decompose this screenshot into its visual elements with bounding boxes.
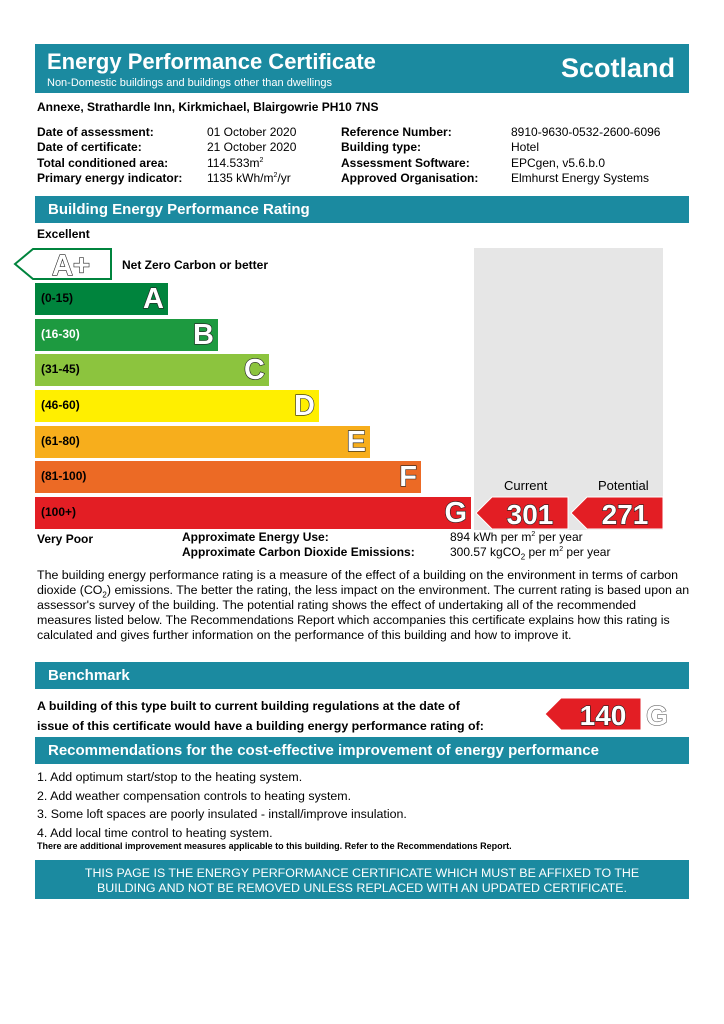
band-letter: B xyxy=(193,319,214,351)
benchmark-line-1: A building of this type built to current building regulations at the date of xyxy=(37,699,460,713)
details-labels-right xyxy=(341,125,478,186)
energy-use-label: Approximate Energy Use: xyxy=(182,530,329,544)
software-value: EPCgen, v5.6.b.0 xyxy=(511,155,606,170)
band-letter: C xyxy=(244,354,265,386)
date-of-assessment-value: 01 October 2020 xyxy=(207,125,297,139)
excellent-label: Excellent xyxy=(37,227,90,241)
list-item: 1. Add optimum start/stop to the heating system. xyxy=(37,770,303,784)
benchmark-rating-arrow xyxy=(543,697,643,731)
organisation-label: Approved Organisation: xyxy=(341,170,479,185)
band-range: (61-80) xyxy=(41,434,80,448)
organisation-value: Elmhurst Energy Systems xyxy=(511,170,650,185)
band-range: (16-30) xyxy=(41,327,80,341)
net-zero-letter: A+ xyxy=(52,250,90,281)
reference-value: 8910-9630-0532-2600-6096 xyxy=(511,125,661,139)
band-f xyxy=(35,461,421,493)
benchmark-value: 140 xyxy=(579,700,627,731)
certificate-title: Energy Performance Certificate xyxy=(47,49,376,74)
band-g xyxy=(35,497,471,529)
current-rating-arrow xyxy=(474,496,570,530)
band-letter: D xyxy=(294,390,315,422)
band-a xyxy=(35,283,168,315)
list-item: 3. Some loft spaces are poorly insulated - install/improve insulation. xyxy=(37,807,407,821)
very-poor-label: Very Poor xyxy=(37,532,94,546)
band-letter: F xyxy=(399,461,417,493)
certificate-footer xyxy=(35,860,689,899)
date-of-certificate-label: Date of certificate: xyxy=(37,140,142,155)
energy-use-value: 894 kWh per $m^2$ per year xyxy=(450,530,583,544)
footer-line-1: THIS PAGE IS THE ENERGY PERFORMANCE CERTIFICATE WHICH MUST BE AFFIXED TO THE xyxy=(84,866,640,880)
net-zero-text: Net Zero Carbon or better xyxy=(122,258,269,272)
potential-rating-arrow xyxy=(569,496,665,530)
reference-label: Reference Number: xyxy=(341,125,452,139)
band-range: (0-15) xyxy=(41,291,74,305)
area-label: Total conditioned area: xyxy=(37,155,169,170)
building-type-label: Building type: xyxy=(341,140,421,155)
current-rating-value: 301 xyxy=(506,499,554,530)
benchmark-letter-graphic xyxy=(642,697,672,731)
band-range: (100+) xyxy=(41,505,77,519)
primary-energy-value: 1135 kWh/$m^2/yr$ xyxy=(207,170,291,185)
band-letter: A xyxy=(143,283,164,315)
energy-labels xyxy=(182,530,415,560)
band-letter: G xyxy=(444,497,467,529)
details-values-left xyxy=(207,125,296,186)
footer-line-2: BUILDING AND NOT BE REMOVED UNLESS REPLACED WITH AN UPDATED CERTIFICATE. xyxy=(97,880,627,895)
emissions-label: Approximate Carbon Dioxide Emissions: xyxy=(182,545,415,559)
band-d xyxy=(35,390,319,422)
band-range: (46-60) xyxy=(41,398,80,412)
list-item: 2. Add weather compensation controls to heating system. xyxy=(37,788,352,803)
list-item: 4. Add local time control to heating system. xyxy=(37,825,273,840)
details-labels-left xyxy=(37,125,182,186)
band-range: (81-100) xyxy=(41,469,87,483)
rating-section-title: Building Energy Performance Rating xyxy=(35,196,689,223)
band-letter: E xyxy=(346,426,366,458)
certificate-subtitle: Non-Domestic buildings and buildings other than dwellings xyxy=(47,77,332,89)
date-of-assessment-label: Date of assessment: xyxy=(37,125,154,139)
building-type-value: Hotel xyxy=(511,140,540,155)
details-values-right xyxy=(511,125,660,186)
date-of-certificate-value: 21 October 2020 xyxy=(207,140,297,155)
property-address: Annexe, Strathardle Inn, Kirkmichael, Blairgowrie PH10 7NS xyxy=(37,100,379,114)
recommendations-list xyxy=(37,768,407,842)
net-zero-arrow xyxy=(13,247,113,281)
benchmark-line-2: issue of this certificate would have a building energy performance rating of: xyxy=(37,719,484,733)
benchmark-text xyxy=(37,696,484,736)
rating-description: The building energy performance rating is a measure of the effect of a building on the environment in terms of carbon dioxide $(CO_2)$ emissions. The better the rating, the less impact on the environment. The current rating is based upon an assessor's survey of the building. The potential rating shows the effect of undertaking all of the recommended measures listed below. The Recommendations Report which accompanies this certificate explains how this rating is calculated and gives further information on the performance of this building and how to improve it. xyxy=(37,568,690,642)
benchmark-letter: G xyxy=(646,700,668,731)
current-label: Current xyxy=(504,478,548,493)
band-b xyxy=(35,319,218,351)
band-c xyxy=(35,354,269,386)
band-e xyxy=(35,426,370,458)
certificate-header xyxy=(35,44,689,93)
recommendations-title: Recommendations for the cost-effective improvement of energy performance xyxy=(35,737,689,764)
primary-energy-label: Primary energy indicator: xyxy=(37,170,183,185)
emissions-value: 300.57 kgCO$_2$ per $m^2$ per year xyxy=(450,545,611,562)
band-range: (31-45) xyxy=(41,362,80,376)
potential-label: Potential xyxy=(598,478,649,493)
benchmark-title: Benchmark xyxy=(35,662,689,689)
country-label: Scotland xyxy=(560,53,675,83)
potential-rating-value: 271 xyxy=(601,499,649,530)
recommendations-note: There are additional improvement measures applicable to this building. Refer to the Recommendations Report. xyxy=(37,841,512,851)
area-value: $114.533m^2$ xyxy=(207,155,264,170)
software-label: Assessment Software: xyxy=(341,155,470,170)
energy-values xyxy=(450,530,610,560)
